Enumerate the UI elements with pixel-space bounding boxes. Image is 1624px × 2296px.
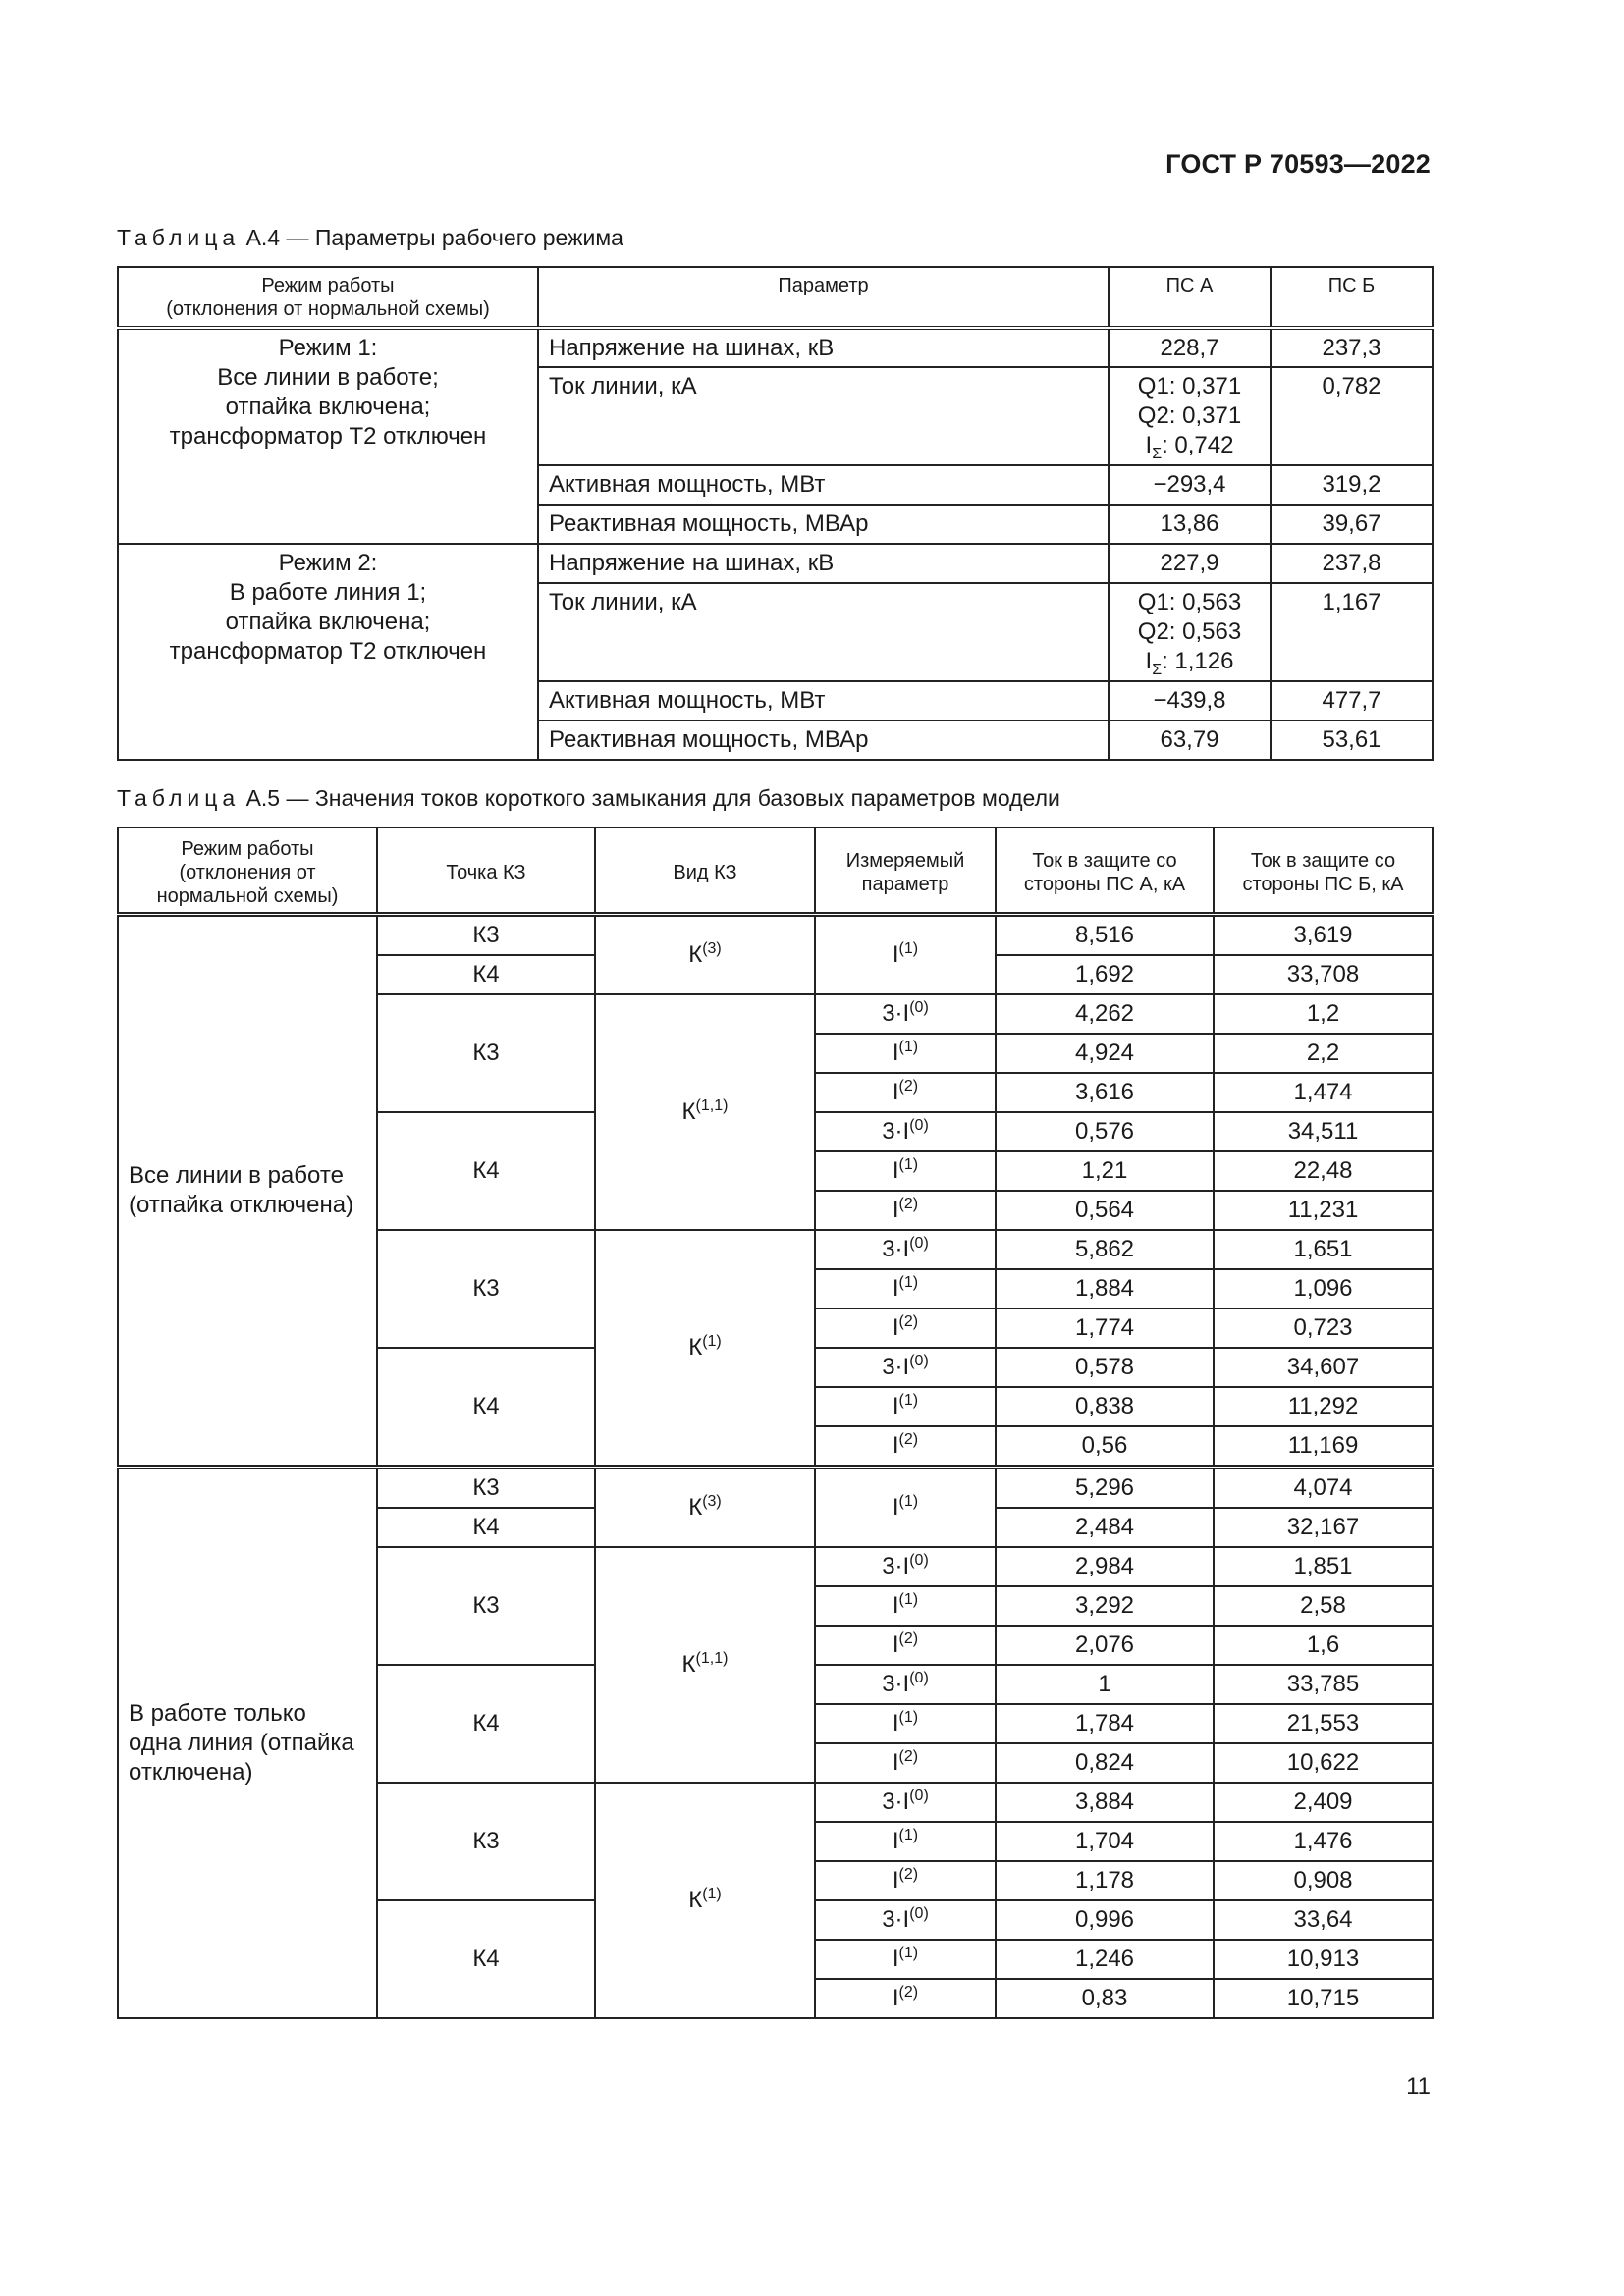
measured-param: $I^{(2)}$ [815,1861,996,1900]
current-value-b: 10,715 [1214,1979,1433,2018]
current-value-a: 1,21 [996,1151,1214,1191]
current-value-b: 1,851 [1214,1547,1433,1586]
current-value-b: 2,409 [1214,1783,1433,1822]
current-value-b: 2,2 [1214,1034,1433,1073]
measured-param: $3\cdot I^{(0)}$ [815,1665,996,1704]
current-value-b: 33,64 [1214,1900,1433,1940]
measured-param: $3\cdot I^{(0)}$ [815,1112,996,1151]
current-value-b: 33,785 [1214,1665,1433,1704]
q1-value: Q1: 0,563 [1137,589,1242,615]
column-header: Параметр [538,267,1109,328]
measured-param: $I^{(2)}$ [815,1979,996,2018]
measured-param: $3\cdot I^{(0)}$ [815,1783,996,1822]
value-a-current [1109,583,1271,681]
column-header: Измеряемый параметр [815,828,996,914]
document-code: ГОСТ Р 70593—2022 [1165,149,1431,179]
current-value-b: 2,58 [1214,1586,1433,1626]
fault-point: К4 [377,1348,595,1468]
current-value-a: 3,616 [996,1073,1214,1112]
param-cell: Напряжение на шинах, кВ [538,544,1109,583]
fault-point: К3 [377,1783,595,1900]
current-value-a: 0,56 [996,1426,1214,1468]
table-row [118,544,1433,583]
column-header: Вид КЗ [595,828,815,914]
current-value-b: 1,6 [1214,1626,1433,1665]
current-value-b: 1,651 [1214,1230,1433,1269]
current-value-b: 21,553 [1214,1704,1433,1743]
current-value-a: 5,296 [996,1467,1214,1508]
current-value-a: 8,516 [996,914,1214,955]
current-value-a: 2,076 [996,1626,1214,1665]
measured-param: $I^{(1)}$ [815,1269,996,1308]
measured-param: $I^{(1)}$ [815,1704,996,1743]
current-value-a: 2,984 [996,1547,1214,1586]
current-value-a: 1,178 [996,1861,1214,1900]
table-a5-caption [117,785,1060,812]
current-value-a: 1 [996,1665,1214,1704]
table-row [118,914,1433,955]
measured-param: $3\cdot I^{(0)}$ [815,1230,996,1269]
current-value-a: 1,884 [996,1269,1214,1308]
fault-point: К3 [377,1467,595,1508]
measured-param: $I^{(2)}$ [815,1073,996,1112]
fault-point: К4 [377,1112,595,1230]
current-value-b: 11,231 [1214,1191,1433,1230]
page-number: 11 [1406,2073,1431,2100]
column-header: Точка КЗ [377,828,595,914]
table-row [118,328,1433,367]
fault-point: К3 [377,914,595,955]
value-b: 319,2 [1271,465,1433,505]
value-b: 237,8 [1271,544,1433,583]
current-value-b: 11,292 [1214,1387,1433,1426]
mode-label: Режим 1: Все линии в работе; отпайка включена; трансформатор Т2 отключен [118,328,538,544]
current-value-b: 32,167 [1214,1508,1433,1547]
param-cell: Активная мощность, МВт [538,681,1109,721]
current-value-b: 0,723 [1214,1308,1433,1348]
current-value-a: 0,83 [996,1979,1214,2018]
value-a-current [1109,367,1271,465]
current-value-b: 11,169 [1214,1426,1433,1468]
fault-point: К4 [377,1900,595,2018]
value-a: −439,8 [1109,681,1271,721]
value-a: 63,79 [1109,721,1271,760]
current-value-a: 1,784 [996,1704,1214,1743]
current-value-a: 1,704 [996,1822,1214,1861]
column-header: Ток в защите со стороны ПС А, кА [996,828,1214,914]
current-value-a: 4,924 [996,1034,1214,1073]
fault-kind: $К^{(1)}$ [595,1783,815,2018]
measured-param: $3\cdot I^{(0)}$ [815,1547,996,1586]
value-b: 53,61 [1271,721,1433,760]
table-a4-caption [117,225,623,251]
current-value-b: 0,908 [1214,1861,1433,1900]
mode-label: Все линии в работе (отпайка отключена) [118,914,377,1467]
mode-label: В работе только одна линия (отпайка отключена) [118,1467,377,2018]
measured-param: $3\cdot I^{(0)}$ [815,1900,996,1940]
param-cell: Ток линии, кА [538,367,1109,465]
param-cell: Напряжение на шинах, кВ [538,328,1109,367]
current-value-b: 34,511 [1214,1112,1433,1151]
value-a: 227,9 [1109,544,1271,583]
column-header: ПС Б [1271,267,1433,328]
column-header: ПС А [1109,267,1271,328]
param-cell: Реактивная мощность, МВАр [538,505,1109,544]
fault-point: К4 [377,1508,595,1547]
table-a5 [117,827,1434,2019]
current-value-a: 0,824 [996,1743,1214,1783]
column-header: Режим работы (отклонения от нормальной схемы) [118,267,538,328]
mode-label: Режим 2: В работе линия 1; отпайка включена; трансформатор Т2 отключен [118,544,538,760]
measured-param: $I^{(1)}$ [815,1151,996,1191]
value-b: 477,7 [1271,681,1433,721]
fault-kind: $К^{(3)}$ [595,914,815,994]
current-value-a: 4,262 [996,994,1214,1034]
caption-prefix: Таблица [117,785,241,811]
measured-param: $I^{(2)}$ [815,1743,996,1783]
fault-point: К4 [377,1665,595,1783]
current-value-b: 1,096 [1214,1269,1433,1308]
caption-text: А.5 — Значения токов короткого замыкания для базовых параметров модели [240,785,1060,811]
current-value-b: 10,622 [1214,1743,1433,1783]
current-value-a: 0,564 [996,1191,1214,1230]
fault-point: К4 [377,955,595,994]
current-value-a: 3,884 [996,1783,1214,1822]
q2-value: Q2: 0,371 [1137,402,1242,429]
param-cell: Реактивная мощность, МВАр [538,721,1109,760]
sum-value: $I_\Sigma$: 0,742 [1145,432,1234,462]
fault-kind: К$^{(1,1)}$ [595,1547,815,1783]
current-value-b: 33,708 [1214,955,1433,994]
current-value-a: 3,292 [996,1586,1214,1626]
current-value-b: 34,607 [1214,1348,1433,1387]
measured-param: $I^{(1)}$ [815,1387,996,1426]
value-a: 228,7 [1109,328,1271,367]
measured-param: $I^{(1)}$ [815,1940,996,1979]
fault-kind: $К^{(1)}$ [595,1230,815,1468]
current-value-a: 2,484 [996,1508,1214,1547]
column-header: Ток в защите со стороны ПС Б, кА [1214,828,1433,914]
value-b: 237,3 [1271,328,1433,367]
sum-value: $I_\Sigma$: 1,126 [1145,648,1234,678]
current-value-a: 1,774 [996,1308,1214,1348]
current-value-b: 1,2 [1214,994,1433,1034]
param-cell: Ток линии, кА [538,583,1109,681]
current-value-a: 0,838 [996,1387,1214,1426]
param-cell: Активная мощность, МВт [538,465,1109,505]
fault-kind: $К^{(3)}$ [595,1467,815,1547]
current-value-a: 0,576 [996,1112,1214,1151]
measured-param: $I^{(2)}$ [815,1308,996,1348]
current-value-b: 4,074 [1214,1467,1433,1508]
table-a4 [117,266,1434,761]
caption-prefix: Таблица [117,225,241,250]
measured-param: $I^{(1)}$ [815,1034,996,1073]
current-value-b: 22,48 [1214,1151,1433,1191]
q2-value: Q2: 0,563 [1137,618,1242,645]
fault-point: К3 [377,1230,595,1348]
current-value-b: 1,474 [1214,1073,1433,1112]
current-value-b: 1,476 [1214,1822,1433,1861]
current-value-b: 3,619 [1214,914,1433,955]
measured-param: $I^{(1)}$ [815,1586,996,1626]
measured-param: $3\cdot I^{(0)}$ [815,1348,996,1387]
measured-param: $I^{(2)}$ [815,1626,996,1665]
value-b: 1,167 [1271,583,1433,681]
value-b: 39,67 [1271,505,1433,544]
current-value-a: 1,246 [996,1940,1214,1979]
current-value-a: 0,578 [996,1348,1214,1387]
value-b: 0,782 [1271,367,1433,465]
measured-param: $I^{(1)}$ [815,1822,996,1861]
table-row [118,1467,1433,1508]
fault-point: К3 [377,994,595,1112]
current-value-a: 1,692 [996,955,1214,994]
value-a: 13,86 [1109,505,1271,544]
column-header: Режим работы (отклонения от нормальной схемы) [118,828,377,914]
q1-value: Q1: 0,371 [1137,373,1242,400]
current-value-a: 0,996 [996,1900,1214,1940]
measured-param: $I^{(1)}$ [815,1467,996,1547]
fault-kind: К$^{(1,1)}$ [595,994,815,1230]
measured-param: $I^{(1)}$ [815,914,996,994]
current-value-b: 10,913 [1214,1940,1433,1979]
value-a: −293,4 [1109,465,1271,505]
caption-text: А.4 — Параметры рабочего режима [240,225,623,250]
fault-point: К3 [377,1547,595,1665]
measured-param: $I^{(2)}$ [815,1426,996,1468]
measured-param: $I^{(2)}$ [815,1191,996,1230]
measured-param: $3\cdot I^{(0)}$ [815,994,996,1034]
current-value-a: 5,862 [996,1230,1214,1269]
